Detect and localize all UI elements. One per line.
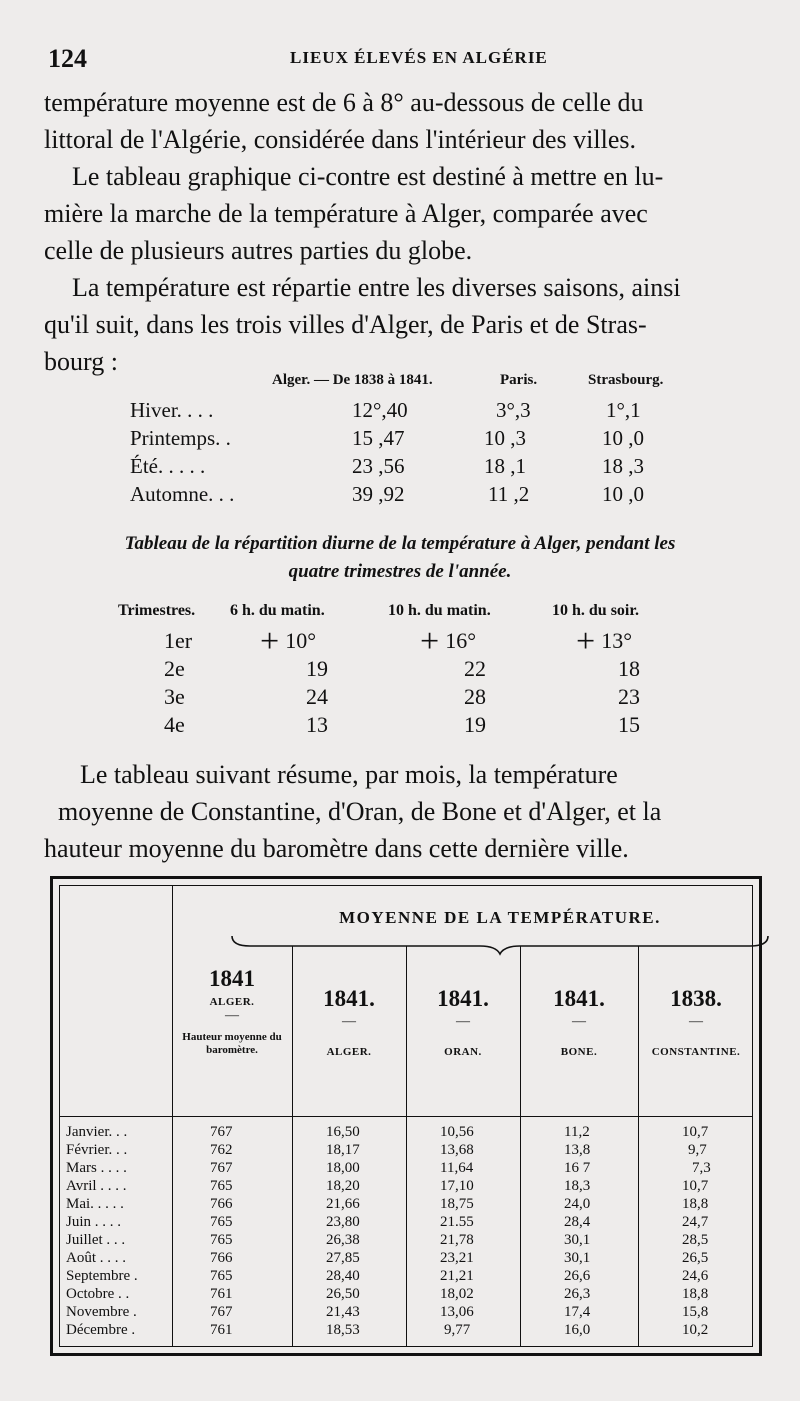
- season-label: Été. . . . .: [130, 454, 206, 478]
- seasons-table: [0, 368, 800, 518]
- barometer-value: 765: [210, 1178, 233, 1194]
- table-row: [60, 1250, 752, 1268]
- oran-value: 17,10: [440, 1178, 474, 1194]
- constantine-value: 18,8: [682, 1286, 709, 1302]
- bone-value: 16,0: [564, 1322, 591, 1338]
- table-row: [60, 1286, 752, 1304]
- alger-value: 23 ,56: [352, 454, 405, 478]
- alger-value: 26,50: [326, 1286, 360, 1302]
- constantine-value: 24,7: [682, 1214, 709, 1230]
- barometer-value: 765: [210, 1214, 233, 1230]
- value-6h: + 10°: [260, 623, 316, 660]
- table-row: [60, 1124, 752, 1142]
- bone-value: 26,6: [564, 1268, 591, 1284]
- table-row: [60, 1322, 752, 1340]
- bone-value: 30,1: [564, 1250, 591, 1266]
- month-label: Septembre .: [66, 1268, 138, 1284]
- alger-value: 18,17: [326, 1142, 360, 1158]
- oran-value: 21,21: [440, 1268, 474, 1284]
- value-10h-soir: + 13°: [576, 623, 632, 660]
- text-line: La température est répartie entre les diverses saisons, ainsi: [72, 273, 681, 302]
- alger-value: 18,20: [326, 1178, 360, 1194]
- month-label: Mars . . . .: [66, 1160, 127, 1176]
- constantine-value: 10,7: [682, 1124, 709, 1140]
- oran-value: 23,21: [440, 1250, 474, 1266]
- text-line: hauteur moyenne du baromètre dans cette dernière ville.: [44, 834, 629, 863]
- table-row: [0, 426, 800, 454]
- paragraph-intro: [44, 84, 756, 380]
- quarter-label: 4e: [164, 712, 185, 737]
- value-10h-matin: 28: [464, 684, 486, 709]
- value-10h-soir: 23: [618, 684, 640, 709]
- strasbourg-value: 10 ,0: [602, 426, 644, 450]
- constantine-value: 24,6: [682, 1268, 709, 1284]
- alger-value: 28,40: [326, 1268, 360, 1284]
- text-line: bourg :: [44, 347, 118, 376]
- plus-sign: +: [576, 623, 596, 660]
- table-frame: [59, 885, 753, 1347]
- bone-value: 13,8: [564, 1142, 591, 1158]
- alger-value: 27,85: [326, 1250, 360, 1266]
- paragraph-summary: [44, 756, 756, 867]
- text-line: mière la marche de la température à Alger, comparée avec: [44, 199, 648, 228]
- alger-value: 18,53: [326, 1322, 360, 1338]
- text-line: celle de plusieurs autres parties du globe.: [44, 236, 473, 265]
- month-label: Août . . . .: [66, 1250, 126, 1266]
- quarter-label: 2e: [164, 656, 185, 681]
- strasbourg-value: 1°,1: [606, 398, 641, 422]
- oran-value: 21.55: [440, 1214, 474, 1230]
- constantine-value: 7,3: [692, 1160, 711, 1176]
- monthly-temperature-table: [50, 876, 762, 1356]
- strasbourg-value: 18 ,3: [602, 454, 644, 478]
- constantine-value: 26,5: [682, 1250, 709, 1266]
- text-line: Le tableau graphique ci-contre est destiné à mettre en lu-: [72, 162, 664, 191]
- page-number: 124: [48, 44, 87, 73]
- bone-value: 30,1: [564, 1232, 591, 1248]
- table-row: [60, 1196, 752, 1214]
- table-row: [0, 454, 800, 482]
- table-row: [60, 1304, 752, 1322]
- text-line: littoral de l'Algérie, considérée dans l'intérieur des villes.: [44, 125, 637, 154]
- alger-value: 21,66: [326, 1196, 360, 1212]
- value-10h-matin: 22: [464, 656, 486, 681]
- quarter-label: 1er: [164, 628, 193, 653]
- barometer-value: 761: [210, 1322, 233, 1338]
- dash: —: [225, 1008, 239, 1023]
- oran-value: 13,06: [440, 1304, 474, 1320]
- month-label: Juillet . . .: [66, 1232, 126, 1248]
- constantine-value: 10,7: [682, 1178, 709, 1194]
- table-row: [60, 1268, 752, 1286]
- bone-value: 24,0: [564, 1196, 591, 1212]
- value-6h: 19: [306, 656, 328, 681]
- value-10h-soir: 18: [618, 656, 640, 681]
- plus-sign: +: [260, 623, 280, 660]
- oran-value: 10,56: [440, 1124, 474, 1140]
- year-heading: 1841.: [437, 986, 489, 1011]
- value-6h: 24: [306, 684, 328, 709]
- month-label: Juin . . . .: [66, 1214, 122, 1230]
- alger-value: 39 ,92: [352, 482, 405, 506]
- text-line: température moyenne est de 6 à 8° au-dessous de celle du: [44, 88, 644, 117]
- barometer-value: 762: [210, 1142, 233, 1158]
- plus-sign: +: [420, 623, 440, 660]
- year-heading: 1838.: [670, 986, 722, 1011]
- table-row: [60, 1214, 752, 1232]
- barometer-value: 767: [210, 1160, 233, 1176]
- oran-value: 21,78: [440, 1232, 474, 1248]
- city-heading: ALGER.: [209, 996, 255, 1008]
- bone-value: 17,4: [564, 1304, 591, 1320]
- value-6h: 13: [306, 712, 328, 737]
- constantine-value: 9,7: [688, 1142, 707, 1158]
- brace-decoration: [230, 934, 770, 956]
- oran-value: 18,75: [440, 1196, 474, 1212]
- column-header-alger: Alger. — De 1838 à 1841.: [272, 372, 433, 388]
- alger-value: 21,43: [326, 1304, 360, 1320]
- barometer-value: 767: [210, 1304, 233, 1320]
- oran-value: 11,64: [440, 1160, 474, 1176]
- season-label: Hiver. . . .: [130, 398, 214, 422]
- value-10h-matin: 19: [464, 712, 486, 737]
- city-heading: CONSTANTINE.: [651, 1046, 741, 1058]
- season-label: Automne. . .: [130, 482, 235, 506]
- quarter-label: 3e: [164, 684, 185, 709]
- strasbourg-value: 10 ,0: [602, 482, 644, 506]
- barometer-value: 765: [210, 1232, 233, 1248]
- barometer-value: 765: [210, 1268, 233, 1284]
- alger-value: 12°,40: [352, 398, 408, 422]
- barometer-value: 767: [210, 1124, 233, 1140]
- oran-value: 13,68: [440, 1142, 474, 1158]
- constantine-value: 15,8: [682, 1304, 709, 1320]
- running-title: LIEUX ÉLEVÉS EN ALGÉRIE: [290, 48, 548, 67]
- table-row: [60, 1142, 752, 1160]
- bone-value: 16 7: [564, 1160, 591, 1176]
- paris-value: 10 ,3: [484, 426, 526, 450]
- paris-value: 11 ,2: [488, 482, 530, 506]
- barometer-label: Hauteur moyenne du baromètre.: [182, 1031, 282, 1056]
- column-header-6h: 6 h. du matin.: [230, 602, 325, 619]
- column-header-trimestres: Trimestres.: [118, 602, 196, 619]
- table-row: [0, 482, 800, 510]
- table-row: [0, 398, 800, 426]
- alger-value: 26,38: [326, 1232, 360, 1248]
- year-heading: 1841.: [553, 986, 605, 1011]
- dash: —: [572, 1014, 586, 1029]
- column-header-strasbourg: Strasbourg.: [588, 372, 664, 388]
- city-heading: ALGER.: [326, 1046, 372, 1058]
- city-heading: BONE.: [560, 1046, 598, 1058]
- month-label: Novembre .: [66, 1304, 137, 1320]
- table-row: [60, 1178, 752, 1196]
- column-header-paris: Paris.: [500, 372, 538, 388]
- paris-value: 3°,3: [496, 398, 531, 422]
- month-label: Octobre . .: [66, 1286, 130, 1302]
- column-header-10h-matin: 10 h. du matin.: [388, 602, 491, 619]
- table-row: [60, 1232, 752, 1250]
- caption-line: quatre trimestres de l'année.: [288, 561, 512, 582]
- year-heading: 1841.: [323, 986, 375, 1011]
- month-label: Décembre .: [66, 1322, 136, 1338]
- month-label: Février. . .: [66, 1142, 128, 1158]
- barometer-value: 766: [210, 1196, 233, 1212]
- header-divider: [60, 1116, 752, 1117]
- dash: —: [342, 1014, 356, 1029]
- text-line: Le tableau suivant résume, par mois, la température: [80, 760, 618, 789]
- table-title: MOYENNE DE LA TEMPÉRATURE.: [339, 908, 661, 927]
- table-caption: [40, 530, 760, 586]
- constantine-value: 28,5: [682, 1232, 709, 1248]
- alger-value: 18,00: [326, 1160, 360, 1176]
- constantine-value: 10,2: [682, 1322, 709, 1338]
- alger-value: 23,80: [326, 1214, 360, 1230]
- month-label: Avril . . . .: [66, 1178, 127, 1194]
- barometer-value: 766: [210, 1250, 233, 1266]
- text-line: moyenne de Constantine, d'Oran, de Bone et d'Alger, et la: [58, 797, 662, 826]
- barometer-value: 761: [210, 1286, 233, 1302]
- month-label: Mai. . . . .: [66, 1196, 124, 1212]
- alger-value: 15 ,47: [352, 426, 405, 450]
- alger-value: 16,50: [326, 1124, 360, 1140]
- season-label: Printemps. .: [130, 426, 231, 450]
- constantine-value: 18,8: [682, 1196, 709, 1212]
- year-heading: 1841: [209, 966, 255, 991]
- bone-value: 18,3: [564, 1178, 591, 1194]
- month-label: Janvier. . .: [66, 1124, 128, 1140]
- diurnal-table: [0, 598, 800, 748]
- oran-value: 9,77: [444, 1322, 471, 1338]
- bone-value: 28,4: [564, 1214, 591, 1230]
- column-header-10h-soir: 10 h. du soir.: [552, 602, 639, 619]
- value-10h-soir: 15: [618, 712, 640, 737]
- running-header: [40, 44, 760, 76]
- dash: —: [456, 1014, 470, 1029]
- bone-value: 26,3: [564, 1286, 591, 1302]
- bone-value: 11,2: [564, 1124, 590, 1140]
- oran-value: 18,02: [440, 1286, 474, 1302]
- table-row: [60, 1160, 752, 1178]
- text-line: qu'il suit, dans les trois villes d'Alger, de Paris et de Stras-: [44, 310, 647, 339]
- paris-value: 18 ,1: [484, 454, 526, 478]
- city-heading: ORAN.: [444, 1046, 482, 1058]
- caption-line: Tableau de la répartition diurne de la température à Alger, pendant les: [124, 533, 676, 554]
- dash: —: [689, 1014, 703, 1029]
- value-10h-matin: + 16°: [420, 623, 476, 660]
